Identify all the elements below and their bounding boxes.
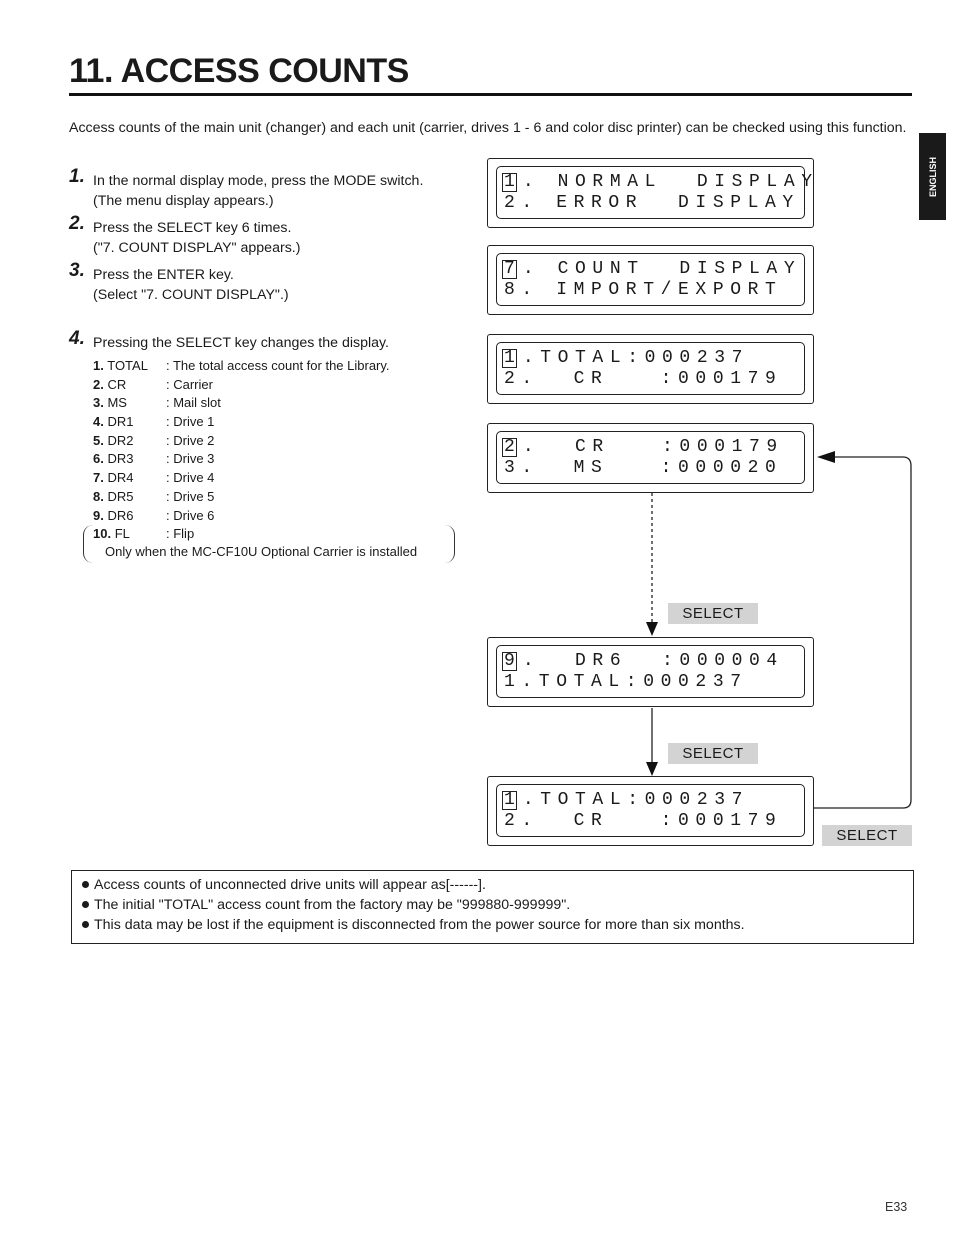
page-number: E33 (885, 1200, 908, 1214)
lcd-cursor: 1 (504, 790, 515, 810)
step-line-1: Press the ENTER key. (93, 267, 234, 283)
lcd-cursor: 1 (504, 348, 515, 368)
lcd-line-2: 8. IMPORT/EXPORT (504, 280, 783, 300)
step-number: 2. (69, 213, 85, 234)
note-item: Access counts of unconnected drive units will appear as[------]. (82, 877, 486, 893)
step-line-2: (The menu display appears.) (93, 193, 274, 209)
arrow-head-down-2 (646, 762, 658, 776)
lcd-count-dr6 (487, 637, 814, 707)
lcd-line-1: .TOTAL:000237 (522, 790, 750, 810)
lcd-menu-count (487, 245, 814, 315)
bullet-icon (82, 921, 89, 928)
step-number: 3. (69, 260, 85, 281)
step-line-1: Pressing the SELECT key changes the display. (93, 335, 389, 351)
lcd-count-cr (487, 423, 814, 493)
step-line-2: (Select "7. COUNT DISPLAY".) (93, 287, 289, 303)
lcd-line-1: . NORMAL DISPLAY (522, 172, 819, 192)
arrow-head-left (817, 451, 835, 463)
bullet-icon (82, 881, 89, 888)
lcd-line-2: 3. MS :000020 (504, 458, 783, 478)
item-10-note: Only when the MC-CF10U Optional Carrier is installed (105, 544, 418, 559)
select-label: SELECT (668, 743, 758, 764)
notes-box (71, 870, 914, 944)
lcd-line-1: . CR :000179 (522, 437, 784, 457)
step-number: 1. (69, 166, 85, 187)
step-line-1: In the normal display mode, press the MODE switch. (93, 173, 424, 189)
arrow-head-down-1 (646, 622, 658, 636)
select-label: SELECT (822, 825, 912, 846)
lcd-line-1: . COUNT DISPLAY (522, 259, 802, 279)
lcd-cursor: 2 (504, 437, 515, 457)
lcd-line-1: . DR6 :000004 (522, 651, 784, 671)
bullet-icon (82, 901, 89, 908)
lcd-cursor: 1 (504, 172, 515, 192)
lcd-line-2: 1.TOTAL:000237 (504, 672, 748, 692)
language-tab-label: ENGLISH (927, 156, 938, 197)
select-label: SELECT (668, 603, 758, 624)
note-item: This data may be lost if the equipment is disconnected from the power source for more than six months. (82, 917, 745, 933)
return-loop-line (813, 457, 911, 808)
lcd-menu-normal (487, 158, 819, 228)
step-number: 4. (69, 328, 85, 349)
lcd-line-2: 2. ERROR DISPLAY (504, 193, 800, 213)
step-line-2: ("7. COUNT DISPLAY" appears.) (93, 240, 301, 256)
intro-paragraph: Access counts of the main unit (changer) and each unit (carrier, drives 1 - 6 and color disc printer) can be checked using this function. (69, 120, 907, 136)
note-item: The initial "TOTAL" access count from the factory may be "999880-999999". (82, 897, 570, 913)
page-title: 11. ACCESS COUNTS (69, 52, 409, 90)
step-line-1: Press the SELECT key 6 times. (93, 220, 292, 236)
lcd-line-2: 2. CR :000179 (504, 369, 783, 389)
lcd-cursor: 7 (504, 259, 515, 279)
lcd-count-total (487, 334, 814, 404)
lcd-cursor: 9 (504, 651, 515, 671)
lcd-line-1: .TOTAL:000237 (522, 348, 750, 368)
lcd-line-2: 2. CR :000179 (504, 811, 783, 831)
lcd-count-total-return (487, 776, 814, 846)
